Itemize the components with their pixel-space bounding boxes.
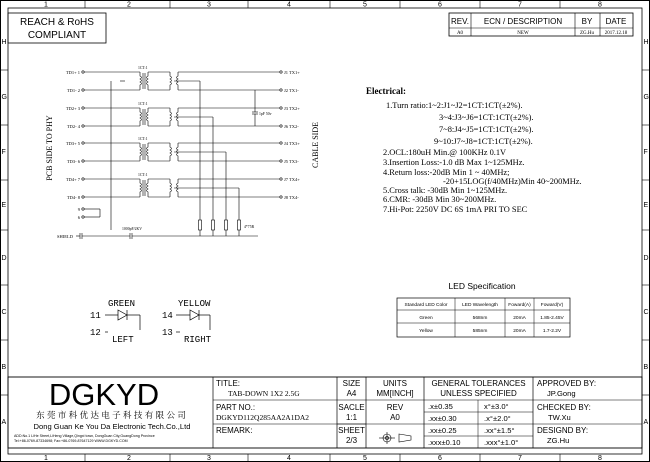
frame-row-d-right: D [643, 255, 649, 262]
frame-col-4: 4 [287, 1, 291, 9]
left-pin-9: 9 [77, 207, 80, 212]
frame-row-c: C [1, 309, 7, 316]
tolerance-title-1: GENERAL TOLERANCES [431, 379, 526, 388]
ecn-header: ECN / DESCRIPTION [483, 17, 563, 26]
right-pin-j4: J4 TX3+ [284, 141, 300, 146]
part-value: DGKYD112Q285AA2A1DA2 [216, 413, 310, 422]
frame-col-7: 7 [518, 1, 522, 9]
left-pin-2: TD1- 2 [66, 88, 80, 93]
frame-col-3-bottom: 3 [207, 455, 211, 462]
frame-row-f: F [1, 149, 6, 156]
size-label: SIZE [342, 379, 361, 388]
tol-linear-3: .xx±0.25 [428, 426, 457, 435]
frame-row-b: B [1, 364, 7, 371]
right-pin-j1: J1 TX1+ [284, 70, 300, 75]
right-pin-j7: J7 TX4+ [284, 177, 300, 182]
led-symbols [105, 310, 210, 332]
pcb-side-label: PCB SIDE TO PHY [45, 115, 54, 181]
led-spec-green-forward-v: 1.85-2.45V [540, 316, 564, 321]
green-pin-12: 12 [90, 328, 101, 338]
cap-label: 1pF 50v [259, 112, 272, 116]
units-label: UNITS [383, 379, 407, 388]
led-spec-header-forward-v: Foward(V) [540, 303, 564, 308]
projection-symbol [379, 432, 411, 444]
led-spec-green-color: Green [419, 316, 433, 321]
checked-value: TW.Xu [548, 413, 571, 422]
left-pin-4: TD2- 4 [66, 124, 80, 129]
right-pin-j2: J2 TX1- [284, 88, 299, 93]
frame-col-6: 6 [438, 1, 442, 9]
frame-col-5-bottom: 5 [363, 455, 367, 462]
ratio-label-1: 1CT:1 [138, 66, 148, 70]
checked-label: CHECKED BY: [537, 403, 591, 412]
remark-label: REMARK: [216, 426, 253, 435]
frame-col-6-bottom: 6 [438, 455, 442, 462]
frame-col-8-bottom: 8 [598, 455, 602, 462]
led-spec-header-forward-a: Foward(A) [508, 303, 531, 308]
electrical-line-11: 7.Hi-Pot: 2250V DC 6S 1mA PRI TO SEC [383, 205, 528, 214]
led-spec-title: LED Specification [448, 281, 516, 291]
frame-row-e-right: E [643, 202, 649, 209]
designed-label: DESIGND BY: [537, 426, 589, 435]
resistor-label: 4*75R [244, 225, 255, 229]
green-side-left: LEFT [112, 335, 134, 345]
right-pin-j5: J5 TX3- [284, 159, 299, 164]
tol-linear-1: .x±0.35 [428, 402, 453, 411]
tol-angle-1: x°±3.0° [484, 402, 509, 411]
frame-row-b-right: B [643, 364, 649, 371]
electrical-spec [366, 86, 582, 214]
approved-value: JP.Gong [547, 389, 576, 398]
led-spec-table [397, 281, 570, 337]
right-pin-j8: J8 TX4- [284, 195, 299, 200]
left-pin-6: TD3- 6 [66, 159, 80, 164]
compliance-line-2: COMPLIANT [27, 30, 87, 41]
left-pin-5: TD3+ 5 [65, 141, 80, 146]
left-pin-7: TD4+ 7 [65, 177, 80, 182]
electrical-line-9: 5.Cross talk: -30dB Min 1~125MHz. [383, 186, 508, 195]
led-spec-green-forward-a: 20mA [513, 316, 526, 321]
electrical-line-3: 7~8:J4~J5=1CT:1CT(±2%). [439, 125, 534, 134]
yellow-side-right: RIGHT [184, 335, 212, 345]
frame-row-a-right: A [643, 419, 649, 426]
rev-header: REV. [451, 17, 469, 26]
part-label: PART NO.: [216, 403, 256, 412]
company-name-en: Dong Guan Ke You Da Electronic Tech.Co.,Ltd [33, 422, 191, 431]
scale-label: SACLE [338, 403, 365, 412]
electrical-line-10: 6.CMR: -30dB Min 30~200MHz. [383, 195, 497, 204]
electrical-line-7: 4.Return loss:-20dB Min 1 ~ 40MHz; [383, 168, 510, 177]
frame-row-g: G [1, 94, 7, 101]
electrical-line-2: 3~4:J3~J6=1CT:1CT(±2%). [439, 113, 534, 122]
left-pin-3: TD2+ 3 [65, 106, 80, 111]
tol-linear-4: .xxx±0.10 [428, 438, 461, 447]
frame-col-5: 5 [363, 1, 367, 9]
frame-row-a: A [1, 419, 7, 426]
yellow-pin-14: 14 [162, 311, 173, 321]
title-label: TITLE: [216, 379, 241, 388]
sheet-label: SHEET [338, 426, 365, 435]
electrical-line-1: 1.Turn ratio:1~2:J1~J2=1CT:1CT(±2%). [386, 101, 523, 110]
frame-row-d: D [1, 255, 7, 262]
yellow-led-label: YELLOW [178, 299, 211, 309]
designed-value: ZG.Hu [547, 436, 570, 445]
scale-value: 1:1 [345, 413, 358, 422]
units-value: MM[INCH] [376, 389, 414, 398]
tolerance-title-2: UNLESS SPECIFIED [440, 389, 517, 398]
size-value: A4 [346, 389, 357, 398]
frame-row-h-right: H [643, 39, 649, 46]
rev-value-block: A0 [390, 413, 400, 422]
led-spec-yellow-forward-a: 20mA [513, 329, 526, 334]
yellow-pin-13: 13 [162, 328, 173, 338]
tol-angle-2: .x°±2.0° [484, 414, 511, 423]
ratio-label-3: 1CT:1 [138, 137, 148, 141]
right-pin-j6: J6 TX2- [284, 124, 299, 129]
sheet-value: 2/3 [345, 436, 358, 445]
electrical-line-8: -20+15LOG(f/40MHz)Min 40~200MHz. [443, 177, 582, 186]
left-pin-10: 6 [77, 215, 80, 220]
frame-col-1-bottom: 1 [44, 455, 48, 462]
compliance-box [8, 13, 106, 43]
frame-row-c-right: C [643, 309, 649, 316]
frame-col-2-bottom: 2 [127, 455, 131, 462]
date-value: 2017.12.18 [604, 31, 628, 36]
frame-row-e: E [1, 202, 7, 209]
frame-row-f-right: F [643, 149, 648, 156]
ratio-label-4: 1CT:1 [138, 173, 148, 177]
frame-col-4-bottom: 4 [287, 455, 291, 462]
ratio-label-2: 1CT:1 [138, 102, 148, 106]
electrical-line-4: 9~10:J7~J8=1CT:1CT(±2%). [434, 137, 533, 146]
company-address: ADD:No.1 LiHe Street,LiHeng Village,Qingxi town, DongGuan City,GuangDong Province [14, 434, 155, 438]
rev-label: REV [386, 403, 404, 412]
tol-angle-4: .xxx°±1.0° [484, 438, 519, 447]
cable-side-label: CABLE SIDE [311, 122, 320, 168]
compliance-line-1: REACH & RoHS [20, 17, 94, 28]
tol-linear-2: .xx±0.30 [428, 414, 457, 423]
frame-col-2: 2 [127, 1, 131, 9]
tol-angle-3: .xx°±1.5° [484, 426, 515, 435]
green-pin-11: 11 [90, 311, 101, 321]
green-led-label: GREEN [108, 299, 136, 309]
by-header: BY [581, 17, 593, 26]
frame-col-3: 3 [207, 1, 211, 9]
left-pin-8: TD4- 8 [66, 195, 80, 200]
shield-label: SHIELD [57, 234, 73, 239]
frame-col-8: 8 [598, 1, 602, 9]
electrical-title: Electrical: [366, 86, 406, 96]
led-spec-yellow-wavelength: 585nm [472, 329, 488, 334]
title-value: TAB-DOWN 1X2 2.5G [228, 389, 300, 398]
led-spec-header-color: Standard LED Color [404, 303, 448, 308]
frame-col-1: 1 [44, 1, 48, 9]
by-value: ZG.Hu [579, 31, 595, 36]
frame-row-g-right: G [643, 94, 649, 101]
frame-row-h: H [1, 39, 7, 46]
hv-cap-label: 1000pF/2KV [122, 227, 143, 231]
transformer-schematic [45, 66, 320, 239]
led-spec-header-wavelength: LED Wavelength [462, 303, 498, 308]
electrical-line-6: 3.Insertion Loss:-1.0 dB Max 1~125MHz. [383, 158, 525, 167]
electrical-line-5: 2.OCL:180uH Min.@ 100KHz 0.1V [383, 148, 507, 157]
date-header: DATE [605, 17, 627, 26]
led-spec-yellow-color: Yellow [419, 329, 433, 334]
led-spec-yellow-forward-v: 1.7-2.2V [542, 329, 562, 334]
revision-table [449, 13, 633, 36]
approved-label: APPROVED BY: [537, 379, 597, 388]
frame-col-7-bottom: 7 [518, 455, 522, 462]
rev-value: A0 [456, 31, 464, 36]
company-contact: Tel:+86-0769-87334698; Fax:+86-0769-87647129 WWW.DGKYD.COM [14, 439, 128, 443]
right-pin-j3: J3 TX2+ [284, 106, 300, 111]
company-logo: DGKYD [48, 377, 160, 412]
ecn-value: NEW [517, 31, 529, 36]
led-spec-green-wavelength: 568nm [472, 316, 488, 321]
left-pin-1: TD1+ 1 [65, 70, 80, 75]
company-name-cn: 东 莞 市 科 优 达 电 子 科 技 有 限 公 司 [36, 410, 186, 420]
